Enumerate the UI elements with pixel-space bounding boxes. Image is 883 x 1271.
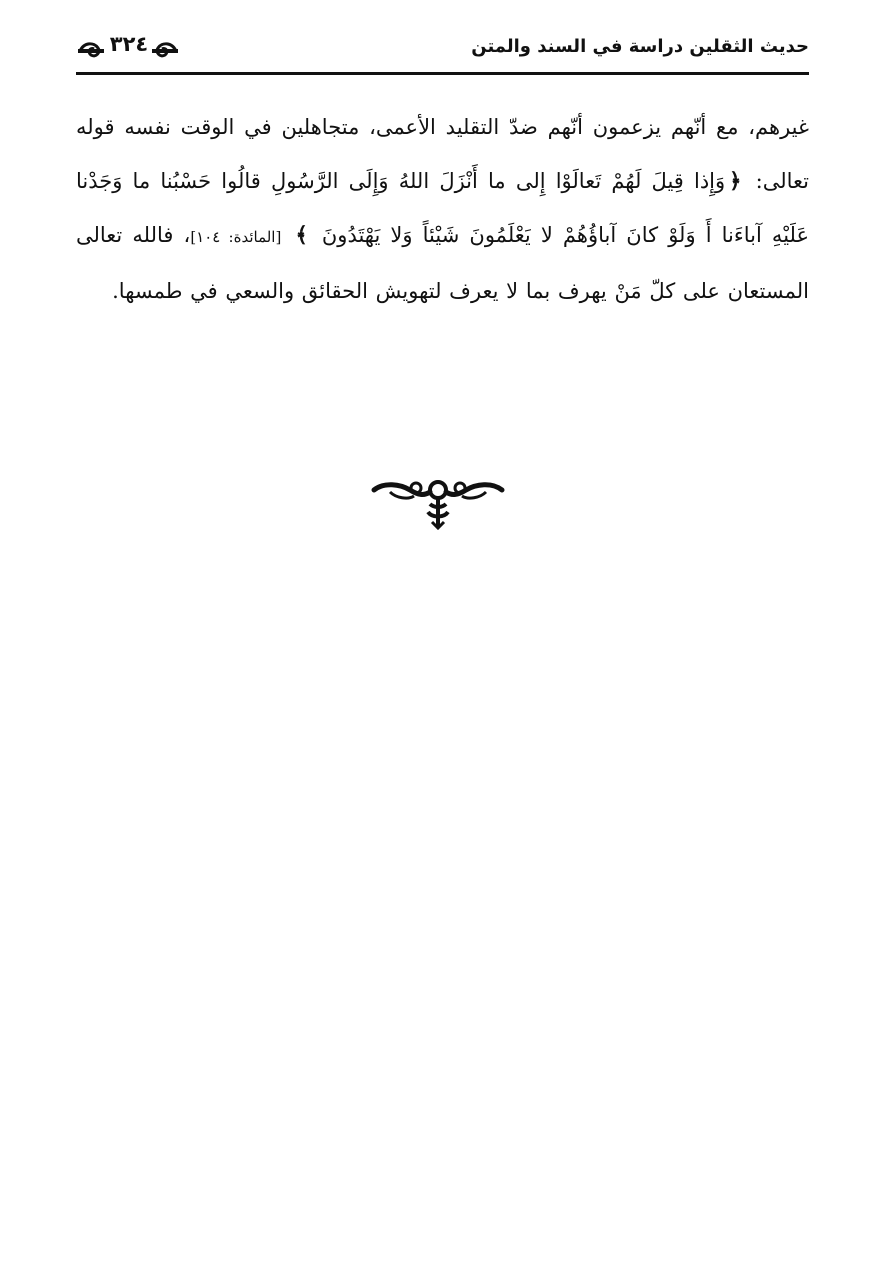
- quran-open-bracket: ﴿: [729, 168, 742, 193]
- floral-ornament-icon: [370, 478, 506, 530]
- quran-close-bracket: ﴾: [295, 222, 308, 247]
- main-paragraph: [76, 100, 809, 318]
- page-number-badge: [76, 30, 180, 70]
- paragraph-conclusion: ، فالله تعالى المستعان على كلّ مَنْ يهرف بما لا يعرف لتهويش الحقائق والسعي في طمسها.: [76, 223, 809, 303]
- verse-citation: [المائدة: ١٠٤]: [190, 228, 282, 246]
- quran-verse: وَإِذا قِيلَ لَهُمْ تَعالَوْا إِلى ما أَنْزَلَ اللهُ وَإِلَى الرَّسُولِ قالُوا حَسْبُنا ما وَجَدْنا عَلَيْهِ آباءَنا أَ وَلَوْ كانَ آباؤُهُمْ لا يَعْلَمُونَ شَيْئاً وَلا يَهْتَدُونَ: [76, 169, 810, 247]
- header-divider: [76, 72, 809, 75]
- header-title: حديث الثقلين دراسة في السند والمتن: [471, 36, 809, 57]
- page-number: ٣٢٤: [109, 32, 149, 56]
- running-header: [76, 30, 809, 74]
- paragraph-intro: غيرهم، مع أنّهم يزعمون أنّهم ضدّ التقليد الأعمى، متجاهلين في الوقت نفسه قوله تعالى:: [76, 115, 809, 193]
